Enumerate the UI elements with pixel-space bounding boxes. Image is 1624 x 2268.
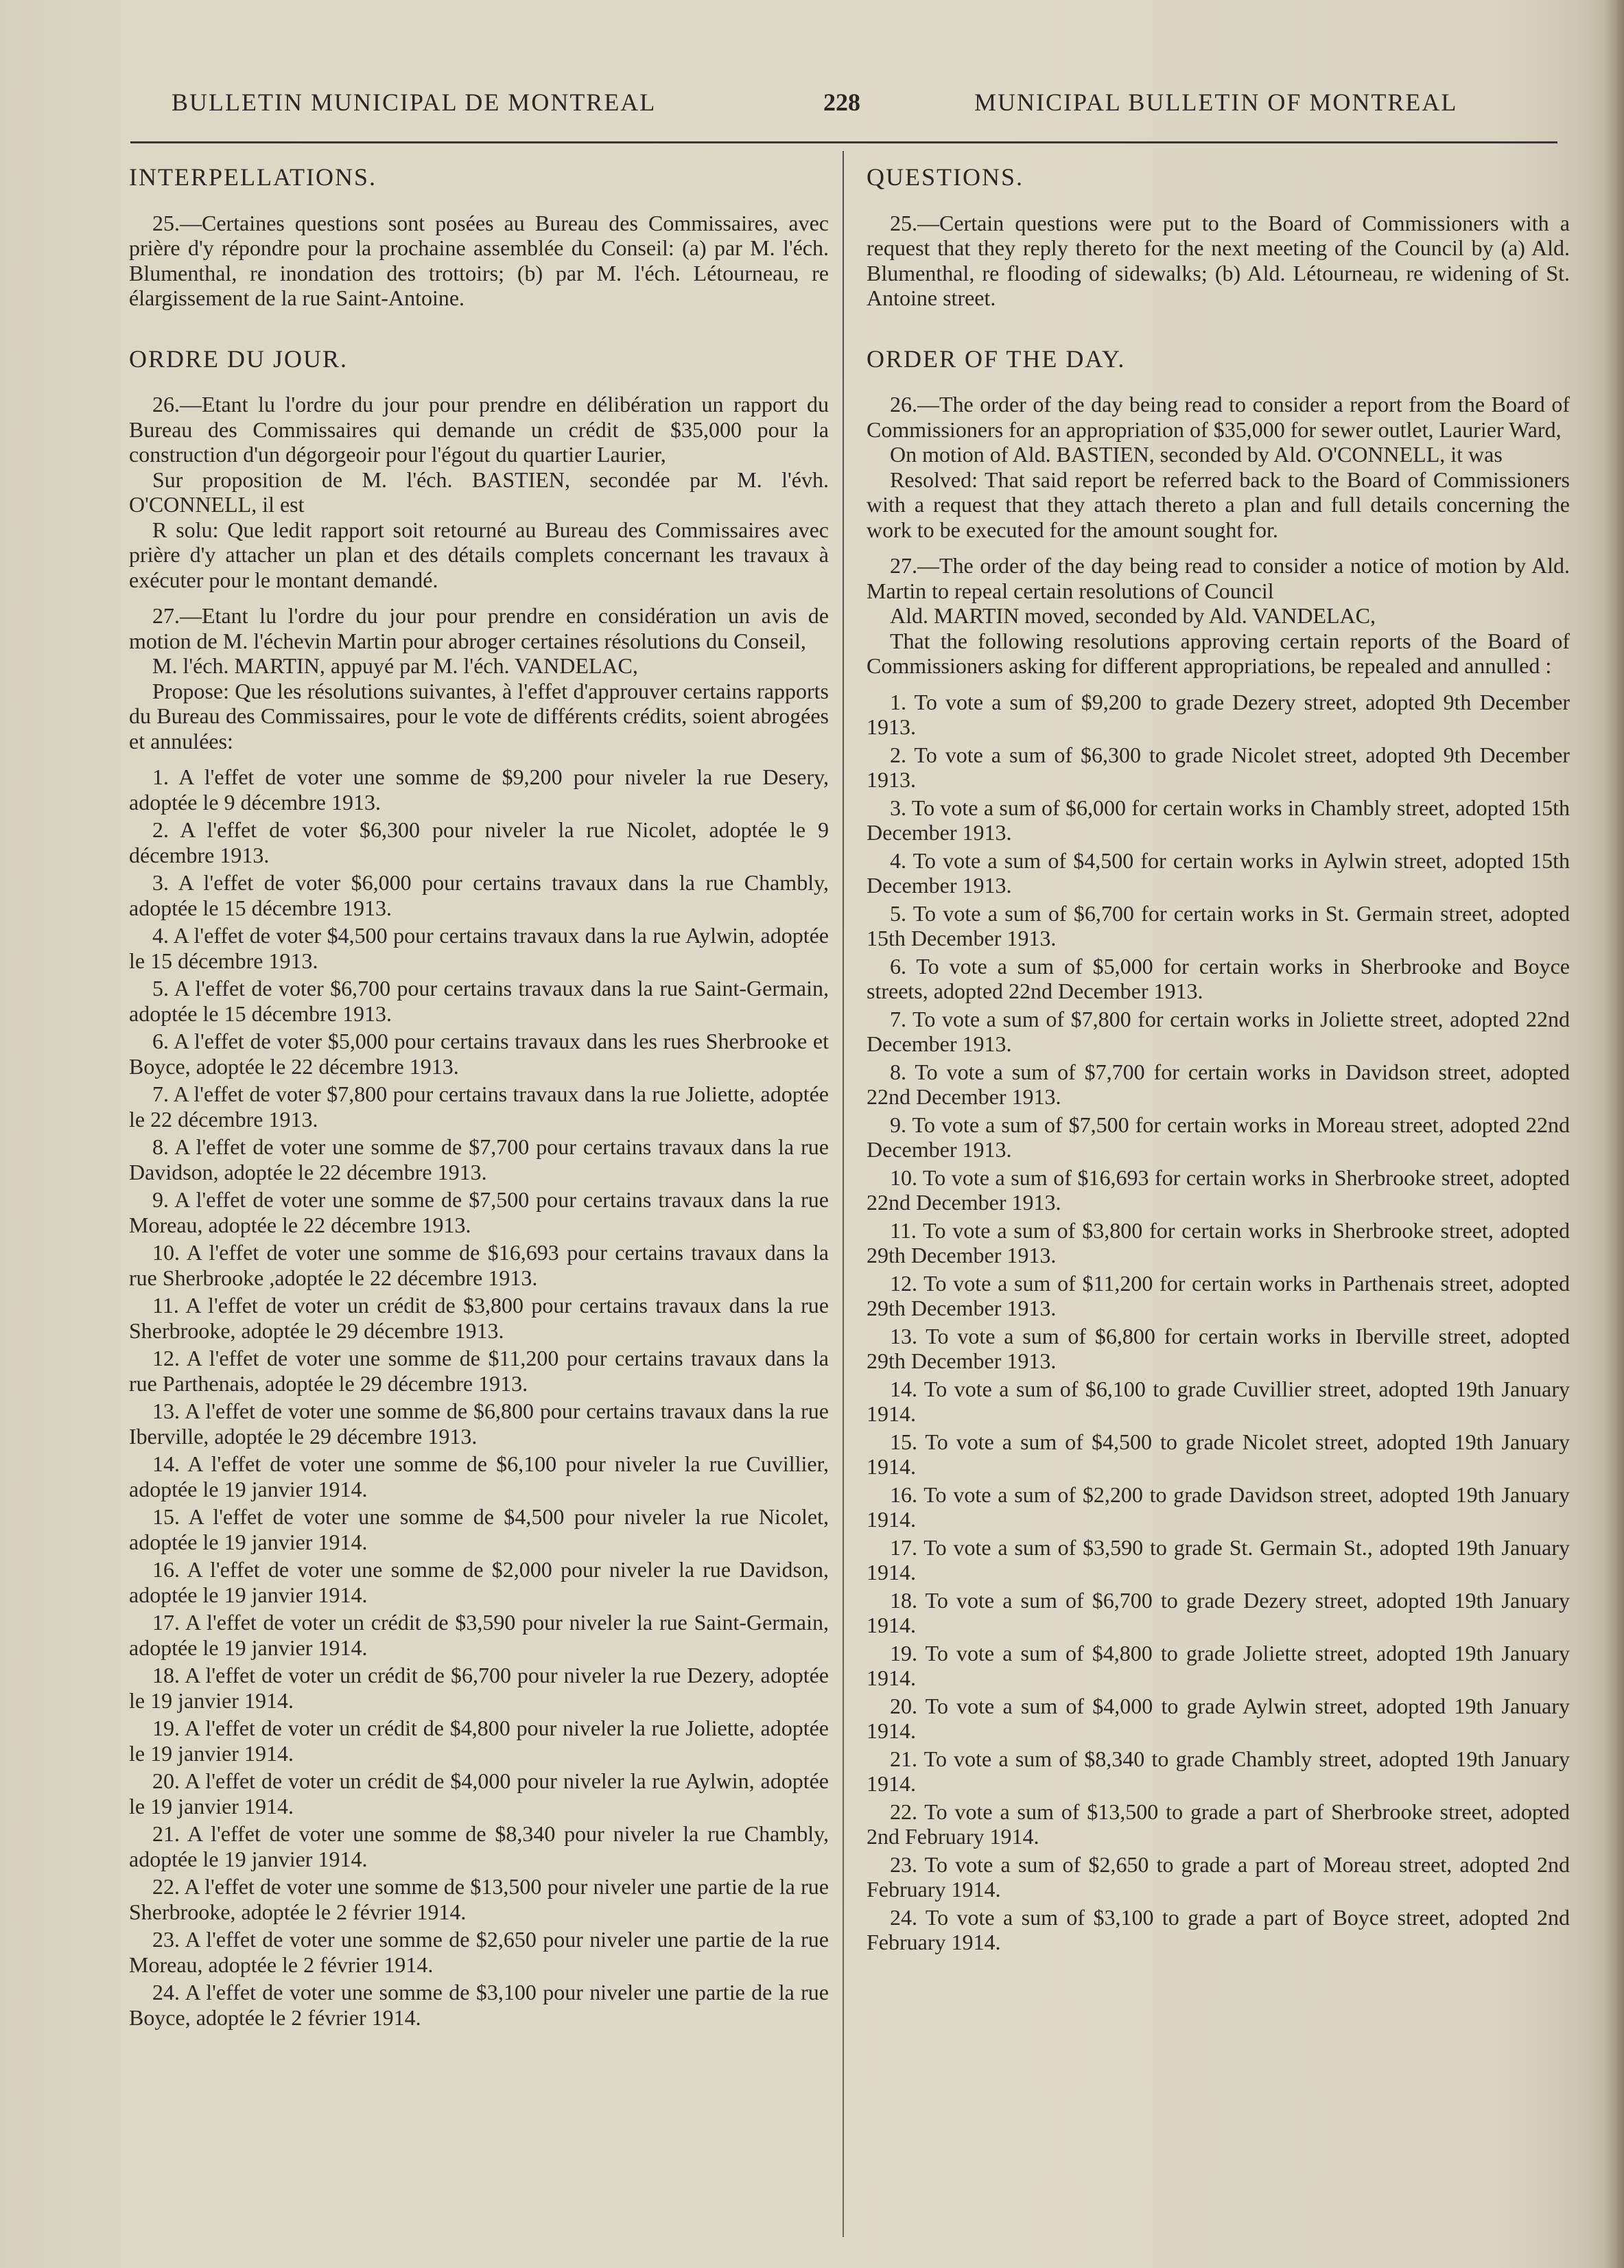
resolution-item: 17. To vote a sum of $3,590 to grade St. Germain St., adopted 19th January 1914. [867,1534,1570,1585]
item-27-en: 27.—The order of the day being read to consider a notice of motion by Ald. Martin to repeal certain resolutions of Council [867,553,1570,603]
ordre-du-jour-heading: ORDRE DU JOUR. [129,344,349,373]
item-26-resolution-en: Resolved: That said report be referred back to the Board of Commissioners with a request that they attach thereto a plan and full details concerning the work to be executed for the amount sought for. [867,467,1570,542]
resolution-item: 22. A l'effet de voter une somme de $13,500 pour niveler une partie de la rue Sherbrooke, adoptée le 2 février 1914. [129,1874,829,1924]
resolution-item: 12. A l'effet de voter une somme de $11,200 pour certains travaux dans la rue Parthenais, adoptée le 29 décembre 1913. [129,1346,829,1396]
resolution-item: 10. A l'effet de voter une somme de $16,693 pour certains travaux dans la rue Sherbrooke ,adoptée le 22 décembre 1913. [129,1240,829,1290]
item-26-motion-fr: Sur proposition de M. l'éch. BASTIEN, secondée par M. l'évh. O'CONNELL, il est [129,467,829,517]
item-27-motion-en: Ald. MARTIN moved, seconded by Ald. VANDELAC, [890,603,1376,628]
page-number: 228 [823,89,860,116]
resolution-item: 1. A l'effet de voter une somme de $9,200 pour niveler la rue Desery, adoptée le 9 décembre 1913. [129,764,829,815]
resolution-item: 19. A l'effet de voter un crédit de $4,800 pour niveler la rue Joliette, adoptée le 19 janvier 1914. [129,1716,829,1766]
resolution-item: 15. A l'effet de voter une somme de $4,500 pour niveler la rue Nicolet, adoptée le 19 janvier 1914. [129,1504,829,1554]
header-title-english: MUNICIPAL BULLETIN OF MONTREAL [974,89,1458,116]
french-column [129,165,829,2033]
resolution-item: 7. A l'effet de voter $7,800 pour certains travaux dans la rue Joliette, adoptée le 22 décembre 1913. [129,1082,829,1132]
resolution-item: 21. To vote a sum of $8,340 to grade Chambly street, adopted 19th January 1914. [867,1746,1570,1796]
item-26-fr: 26.—Etant lu l'ordre du jour pour prendre en délibération un rapport du Bureau des Commissaires qui demande un crédit de $35,000 pour la construction d'un dégorgeoir pour l'égout du quartier Laurier, [129,392,829,467]
resolution-item: 17. A l'effet de voter un crédit de $3,590 pour niveler la rue Saint-Germain, adoptée le 19 janvier 1914. [129,1610,829,1660]
spacer [129,753,829,764]
resolution-list-en [867,690,1570,1955]
resolution-item: 20. To vote a sum of $4,000 to grade Aylwin street, adopted 19th January 1914. [867,1693,1570,1743]
resolution-item: 7. To vote a sum of $7,800 for certain works in Joliette street, adopted 22nd December 1913. [867,1006,1570,1056]
resolution-item: 8. To vote a sum of $7,700 for certain works in Davidson street, adopted 22nd December 1913. [867,1059,1570,1109]
resolution-item: 2. To vote a sum of $6,300 to grade Nicolet street, adopted 9th December 1913. [867,742,1570,792]
spacer [867,679,1570,690]
questions-heading: QUESTIONS. [867,163,1024,191]
header-title-french: BULLETIN MUNICIPAL DE MONTREAL [172,89,657,116]
resolution-item: 14. A l'effet de voter une somme de $6,100 pour niveler la rue Cuvillier, adoptée le 19 janvier 1914. [129,1451,829,1501]
resolution-item: 11. A l'effet de voter un crédit de $3,800 pour certains travaux dans la rue Sherbrooke, adoptée le 29 décembre 1913. [129,1293,829,1343]
resolution-item: 22. To vote a sum of $13,500 to grade a part of Sherbrooke street, adopted 2nd February 1914. [867,1799,1570,1849]
page-spine-shadow [1603,0,1624,2268]
resolution-item: 5. To vote a sum of $6,700 for certain works in St. Germain street, adopted 15th December 1913. [867,900,1570,950]
item-26-motion-en: On motion of Ald. BASTIEN, seconded by Ald. O'CONNELL, it was [890,442,1503,467]
resolution-item: 3. A l'effet de voter $6,000 pour certains travaux dans la rue Chambly, adoptée le 15 décembre 1913. [129,870,829,920]
resolution-item: 2. A l'effet de voter $6,300 pour niveler la rue Nicolet, adoptée le 9 décembre 1913. [129,817,829,867]
resolution-item: 23. A l'effet de voter une somme de $2,650 pour niveler une partie de la rue Moreau, adoptée le 2 février 1914. [129,1927,829,1977]
item-27-fr: 27.—Etant lu l'ordre du jour pour prendre en considération un avis de motion de M. l'échevin Martin pour abroger certaines résolutions du Conseil, [129,603,829,653]
resolution-item: 10. To vote a sum of $16,693 for certain works in Sherbrooke street, adopted 22nd December 1913. [867,1165,1570,1215]
spacer [129,311,829,347]
resolution-item: 23. To vote a sum of $2,650 to grade a part of Moreau street, adopted 2nd February 1914. [867,1851,1570,1902]
item-25-fr: 25.—Certaines questions sont posées au Bureau des Commissaires, avec prière d'y répondre pour la prochaine assemblée du Conseil: (a) par M. l'éch. Blumenthal, re inondation des trottoirs; (b) par M. l'éch. Létourneau, re élargissement de la rue Saint-Antoine. [129,210,829,310]
order-of-the-day-heading: ORDER OF THE DAY. [867,344,1126,373]
resolution-item: 16. A l'effet de voter une somme de $2,000 pour niveler la rue Davidson, adoptée le 19 janvier 1914. [129,1557,829,1607]
resolution-item: 6. To vote a sum of $5,000 for certain works in Sherbrooke and Boyce streets, adopted 22nd December 1913. [867,953,1570,1003]
resolution-item: 15. To vote a sum of $4,500 to grade Nicolet street, adopted 19th January 1914. [867,1429,1570,1479]
resolution-list-fr [129,764,829,2030]
resolution-item: 5. A l'effet de voter $6,700 pour certains travaux dans la rue Saint-Germain, adoptée le 15 décembre 1913. [129,976,829,1026]
item-25-en: 25.—Certain questions were put to the Board of Commissioners with a request that they reply thereto for the next meeting of the Council by (a) Ald. Blumenthal, re flooding of sidewalks; (b) Ald. Létourneau, re widening of St. Antoine street. [867,210,1570,310]
resolution-item: 11. To vote a sum of $3,800 for certain works in Sherbrooke street, adopted 29th December 1913. [867,1217,1570,1267]
spacer [129,592,829,603]
resolution-item: 19. To vote a sum of $4,800 to grade Joliette street, adopted 19th January 1914. [867,1640,1570,1690]
header-rule [130,141,1557,143]
resolution-item: 9. To vote a sum of $7,500 for certain works in Moreau street, adopted 22nd December 1913. [867,1112,1570,1162]
resolution-item: 14. To vote a sum of $6,100 to grade Cuvillier street, adopted 19th January 1914. [867,1376,1570,1426]
resolution-item: 4. A l'effet de voter $4,500 pour certains travaux dans la rue Aylwin, adoptée le 15 décembre 1913. [129,923,829,973]
item-27-motion-fr: M. l'éch. MARTIN, appuyé par M. l'éch. VANDELAC, [152,653,638,678]
resolution-item: 13. To vote a sum of $6,800 for certain works in Iberville street, adopted 29th December 1913. [867,1323,1570,1373]
resolution-item: 24. To vote a sum of $3,100 to grade a part of Boyce street, adopted 2nd February 1914. [867,1904,1570,1954]
item-26-resolution-fr: R solu: Que ledit rapport soit retourné au Bureau des Commissaires avec prière d'y attacher un plan et des détails complets concernant les travaux à exécuter pour le montant demandé. [129,517,829,592]
resolution-item: 12. To vote a sum of $11,200 for certain works in Parthenais street, adopted 29th December 1913. [867,1270,1570,1320]
resolution-item: 16. To vote a sum of $2,200 to grade Davidson street, adopted 19th January 1914. [867,1482,1570,1532]
spacer [867,542,1570,553]
item-26-en: 26.—The order of the day being read to consider a report from the Board of Commissioners for an appropriation of $35,000 for sewer outlet, Laurier Ward, [867,392,1570,442]
interpellations-heading: INTERPELLATIONS. [129,163,377,191]
resolution-item: 21. A l'effet de voter une somme de $8,340 pour niveler la rue Chambly, adoptée le 19 janvier 1914. [129,1821,829,1871]
resolution-item: 18. To vote a sum of $6,700 to grade Dezery street, adopted 19th January 1914. [867,1587,1570,1637]
item-27-proposal-fr: Propose: Que les résolutions suivantes, à l'effet d'approuver certains rapports du Bureau des Commissaires, pour le vote de différents crédits, soient abrogées et annulées: [129,678,829,753]
resolution-item: 8. A l'effet de voter une somme de $7,700 pour certains travaux dans la rue Davidson, adoptée le 22 décembre 1913. [129,1134,829,1184]
resolution-item: 6. A l'effet de voter $5,000 pour certains travaux dans les rues Sherbrooke et Boyce, adoptée le 22 décembre 1913. [129,1029,829,1079]
resolution-item: 9. A l'effet de voter une somme de $7,500 pour certains travaux dans la rue Moreau, adoptée le 22 décembre 1913. [129,1187,829,1237]
resolution-item: 24. A l'effet de voter une somme de $3,100 pour niveler une partie de la rue Boyce, adoptée le 2 février 1914. [129,1980,829,2030]
page-header [130,88,1557,122]
resolution-item: 3. To vote a sum of $6,000 for certain works in Chambly street, adopted 15th December 1913. [867,795,1570,845]
resolution-item: 18. A l'effet de voter un crédit de $6,700 pour niveler la rue Dezery, adoptée le 19 janvier 1914. [129,1663,829,1713]
spacer [867,311,1570,347]
resolution-item: 4. To vote a sum of $4,500 for certain works in Aylwin street, adopted 15th December 1913. [867,847,1570,898]
item-27-that-en: That the following resolutions approving certain reports of the Board of Commissioners asking for different appropriations, be repealed and annulled : [867,628,1570,678]
english-column [867,165,1570,1958]
resolution-item: 20. A l'effet de voter un crédit de $4,000 pour niveler la rue Aylwin, adoptée le 19 janvier 1914. [129,1768,829,1819]
column-divider [843,151,844,2237]
resolution-item: 13. A l'effet de voter une somme de $6,800 pour certains travaux dans la rue Iberville, adoptée le 29 décembre 1913. [129,1399,829,1449]
resolution-item: 1. To vote a sum of $9,200 to grade Dezery street, adopted 9th December 1913. [867,689,1570,739]
